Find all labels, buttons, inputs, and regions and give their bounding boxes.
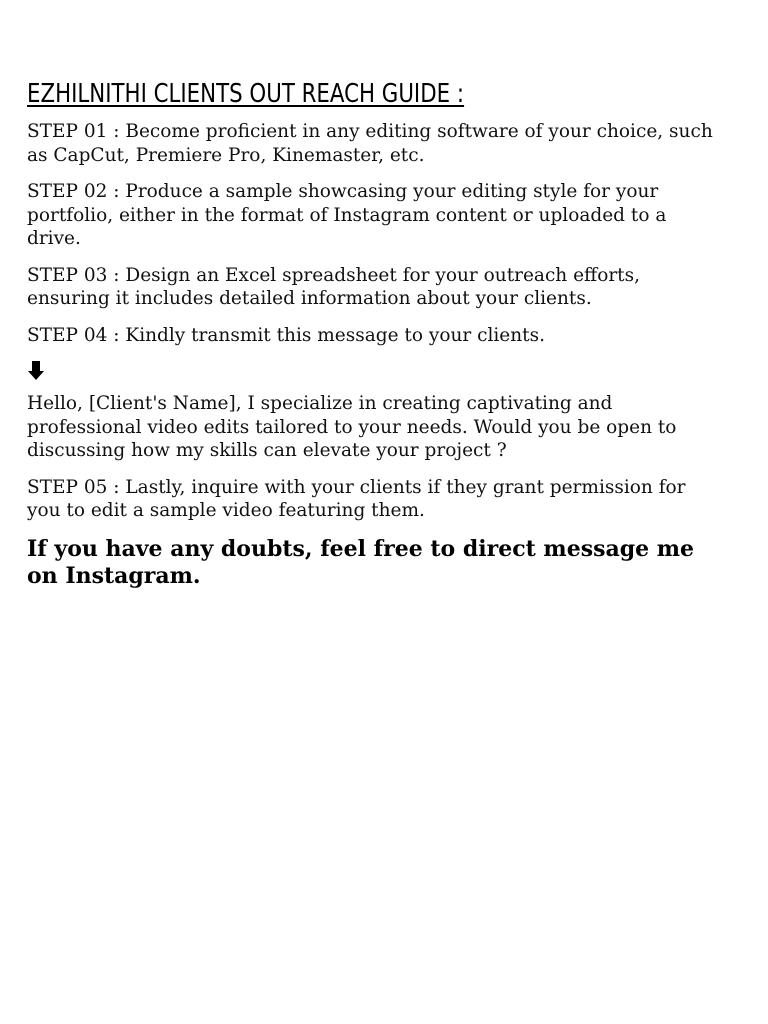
step-05-text: STEP 05 : Lastly, inquire with your clients if they grant permission for you to edit a sample video featuring them. [27,476,686,521]
closing-note: If you have any doubts, feel free to direct message me on Instagram. [27,535,695,589]
down-arrow-icon [27,360,45,382]
step-02-text: STEP 02 : Produce a sample showcasing your editing style for your portfolio, either in the format of Instagram content or uploaded to a drive. [27,181,667,249]
step-01-text: STEP 01 : Become proficient in any editing software of your choice, such as CapCut, Premiere Pro, Kinemaster, etc. [27,121,713,166]
client-message-text: Hello, [Client's Name], I specialize in creating captivating and professional video edits tailored to your needs. Would you be open to discussing how my skills can elevate your project ? [27,393,677,461]
step-03-text: STEP 03 : Design an Excel spreadsheet for your outreach efforts, ensuring it includes detailed information about your clients. [27,264,640,309]
step-04-text: STEP 04 : Kindly transmit this message to your clients. [27,324,545,346]
document-page [27,78,717,590]
page-title: EZHILNITHI CLIENTS OUT REACH GUIDE : [27,79,465,109]
